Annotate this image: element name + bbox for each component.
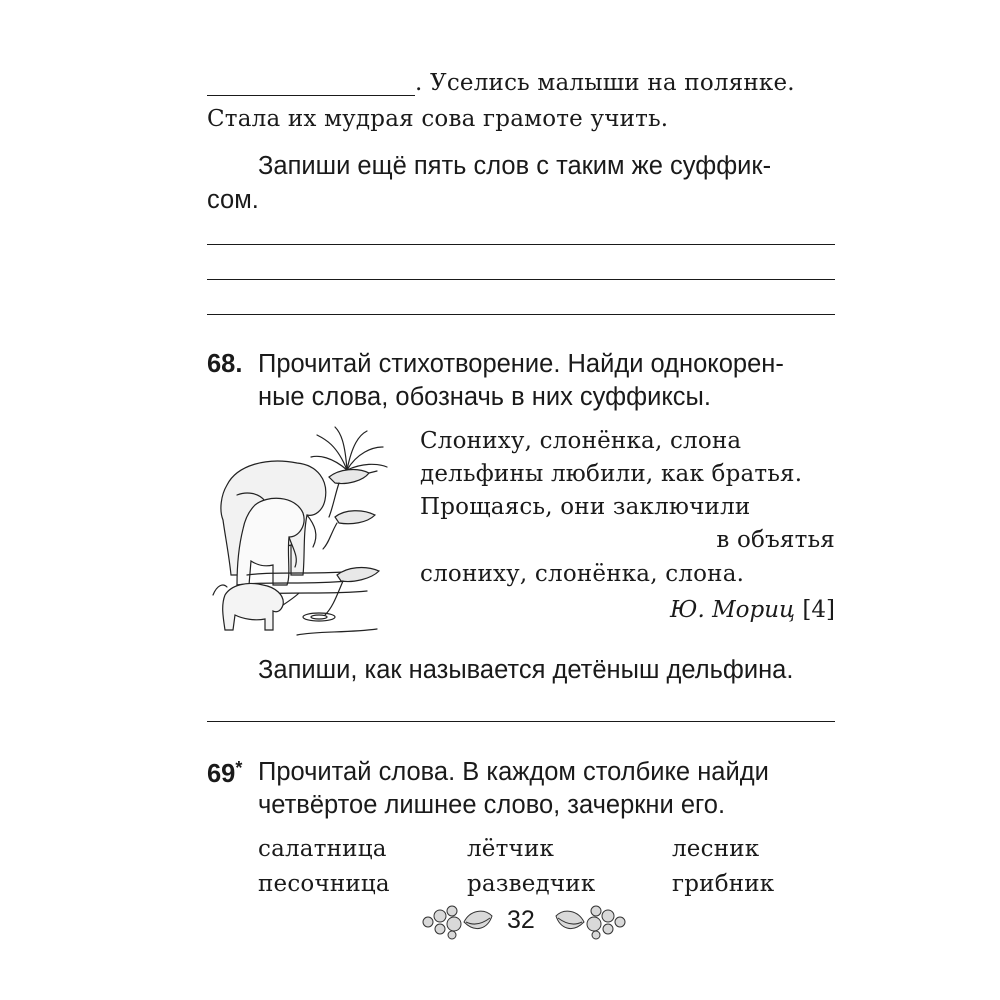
ornament-right-icon — [552, 902, 630, 940]
poem-line-4: в объятья — [716, 527, 835, 553]
exercise-68-question: Запиши, как называется детёныш дельфина. — [258, 656, 794, 684]
poem-line-1: Слониху, слонёнка, слона — [420, 428, 742, 454]
sentence-line-1: . Уселись малыши на полянке. — [415, 70, 795, 96]
answer-line[interactable] — [207, 279, 835, 280]
answer-line[interactable] — [207, 244, 835, 245]
elephants-dolphins-illustration — [207, 425, 399, 643]
word-col1-row1[interactable]: салатница — [258, 836, 387, 862]
poem-author: Ю. Мориц — [670, 597, 796, 623]
poem-line-2: дельфины любили, как братья. — [420, 461, 803, 487]
poem-line-5: слониху, слонёнка, слона. — [420, 561, 745, 587]
word-col1-row2[interactable]: песочница — [258, 871, 390, 897]
exercise-69-number-value: 69 — [207, 760, 236, 788]
difficulty-star: * — [235, 758, 243, 778]
task-suffix-line-2: сом. — [207, 186, 259, 214]
exercise-69-instruction-2: четвёртое лишнее слово, зачеркни его. — [258, 791, 726, 819]
exercise-69-instruction-1: Прочитай слова. В каждом столбике найди — [258, 758, 769, 786]
sentence-line-2: Стала их мудрая сова грамоте учить. — [207, 106, 669, 132]
exercise-68-number: 68. — [207, 350, 243, 378]
task-suffix-line-1: Запиши ещё пять слов с таким же суффик- — [258, 152, 772, 180]
source-reference: [4] — [802, 597, 835, 623]
poem-line-3: Прощаясь, они заключили — [420, 494, 751, 520]
ornament-left-icon — [418, 902, 496, 940]
poem-attribution — [670, 597, 835, 623]
answer-line[interactable] — [207, 314, 835, 315]
answer-blank-line[interactable] — [207, 95, 415, 96]
exercise-68-instruction-2: ные слова, обозначь в них суффиксы. — [258, 383, 711, 411]
exercise-68-instruction-1: Прочитай стихотворение. Найди однокорен- — [258, 350, 784, 378]
word-col3-row2[interactable]: грибник — [672, 871, 775, 897]
exercise-69-number — [207, 758, 242, 789]
word-col3-row1[interactable]: лесник — [672, 836, 760, 862]
answer-line[interactable] — [207, 721, 835, 722]
word-col2-row1[interactable]: лётчик — [467, 836, 555, 862]
word-col2-row2[interactable]: разведчик — [467, 871, 596, 897]
page-number: 32 — [507, 906, 535, 934]
